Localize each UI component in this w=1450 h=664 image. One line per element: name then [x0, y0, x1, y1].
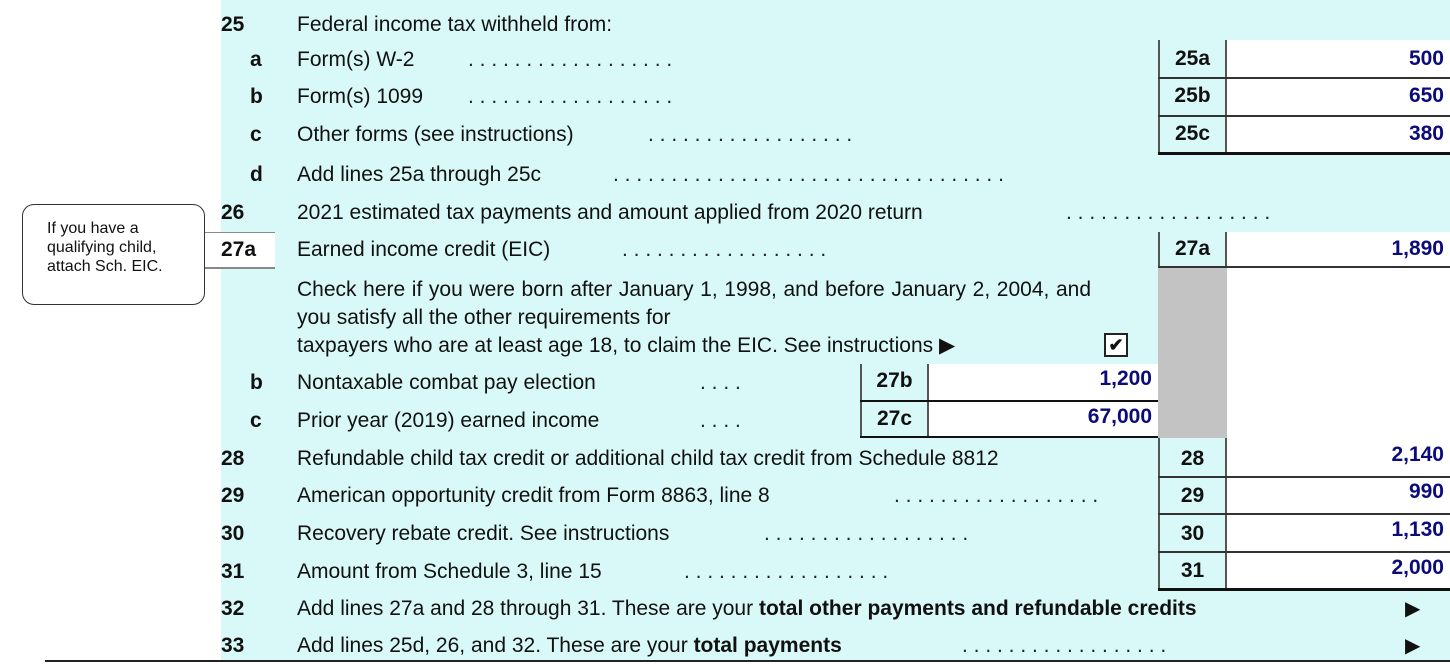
line-label: [297, 634, 842, 658]
line-number: 27a: [221, 238, 257, 261]
leader-dots: . . . . . . . . . . . . . . . . . .: [684, 560, 889, 583]
leader-dots: . . . .: [700, 409, 741, 432]
eic-age-checkbox[interactable]: ✔: [1104, 333, 1128, 357]
line-number: 29: [221, 484, 245, 507]
line-letter: c: [250, 123, 262, 146]
leader-dots: . . . . . . . . . . . . . . . . . .: [468, 85, 673, 108]
label-emphasis: total other payments and refundable credits: [758, 597, 1197, 620]
line-label: Earned income credit (EIC): [297, 238, 551, 261]
callout-line-2: qualifying child,: [47, 239, 157, 256]
line-label: Prior year (2019) earned income: [297, 409, 600, 432]
leader-dots: . . . . . . . . . . . . . . . . . .: [648, 123, 853, 146]
leader-dots: . . . . . . . . . . . . . . . . . .: [622, 238, 827, 261]
line-number: 28: [221, 447, 245, 470]
line-27b: [0, 371, 1450, 409]
line-label: Recovery rebate credit. See instructions: [297, 522, 670, 545]
arrow-right-icon: ▶: [1405, 635, 1421, 657]
paragraph-last-line: taxpayers who are at least age 18, to claim the EIC. See instructions ▶: [297, 334, 956, 357]
callout-line-3: attach Sch. EIC.: [47, 258, 163, 275]
line-label: Nontaxable combat pay election: [297, 371, 596, 394]
line-letter: b: [250, 85, 263, 108]
value-27a[interactable]: 1,890: [1227, 232, 1450, 266]
line-label: Refundable child tax credit or additional child tax credit from Schedule 8812: [297, 447, 999, 470]
value-27c[interactable]: 67,000: [1087, 405, 1152, 428]
line-label: 2021 estimated tax payments and amount applied from 2020 return: [297, 201, 923, 224]
label-emphasis: total payments: [693, 634, 842, 657]
code-30: 30: [1180, 522, 1205, 545]
callout-line-1: If you have a: [47, 220, 139, 237]
line-number: 25: [221, 13, 245, 36]
value-27b[interactable]: 1,200: [1099, 367, 1152, 390]
value-25b[interactable]: 650: [1408, 84, 1444, 107]
bottom-rule: [45, 660, 1450, 662]
leader-dots: . . . . . . . . . . . . . . . . . .: [1066, 201, 1271, 224]
line-label: [297, 597, 1197, 621]
line-label: Form(s) 1099: [297, 85, 424, 108]
arrow-right-icon: ▶: [1405, 598, 1421, 620]
line-number: 26: [221, 201, 245, 224]
value-25c[interactable]: 380: [1408, 122, 1444, 145]
code-27c: 27c: [876, 407, 913, 430]
leader-dots: . . . . . . . . . . . . . . . . . .: [764, 522, 969, 545]
line-label: American opportunity credit from Form 8863, line 8: [297, 484, 770, 507]
line-letter: b: [250, 371, 263, 394]
leader-dots: . . . . . . . . . . . . . . . . . .: [468, 48, 673, 71]
line-number: 32: [221, 597, 245, 620]
value-30[interactable]: 1,130: [1391, 518, 1444, 541]
line-number: 31: [221, 560, 245, 583]
leader-dots: . . . . . . . . . . . . . . . . . .: [894, 484, 1099, 507]
line-label: Add lines 25a through 25c: [297, 163, 542, 186]
code-28: 28: [1180, 447, 1205, 470]
line-label: Form(s) W-2: [297, 48, 415, 71]
code-31: 31: [1180, 559, 1205, 582]
label-text: Add lines 25d, 26, and 32. These are your: [297, 634, 694, 657]
code-25b: 25b: [1174, 84, 1211, 107]
line-number: 33: [221, 634, 245, 657]
line-letter: d: [250, 163, 263, 186]
line-number: 30: [221, 522, 245, 545]
line-label: Other forms (see instructions): [297, 123, 574, 146]
code-27a: 27a: [1158, 232, 1227, 268]
leader-dots: . . . .: [700, 371, 741, 394]
code-25c: 25c: [1174, 122, 1211, 145]
code-29: 29: [1180, 484, 1205, 507]
value-25a[interactable]: 500: [1408, 47, 1444, 70]
code-25a: 25a: [1174, 47, 1211, 70]
value-31[interactable]: 2,000: [1391, 556, 1444, 579]
line-label: Federal income tax withheld from:: [297, 13, 613, 36]
line-label: Amount from Schedule 3, line 15: [297, 560, 602, 583]
line-letter: a: [250, 48, 262, 71]
label-text: Add lines 27a and 28 through 31. These are your: [297, 597, 759, 620]
value-29[interactable]: 990: [1408, 480, 1444, 503]
leader-dots: . . . . . . . . . . . . . . . . . . . . . . . . . . . . . . . . . .: [613, 163, 1004, 186]
paragraph-text: Check here if you were born after January 1, 1998, and before January 2, 2004, and you satisfy all the other requirements for: [297, 278, 1091, 329]
line-letter: c: [250, 409, 262, 432]
line-25d: [0, 163, 1450, 201]
eic-age-paragraph: [297, 276, 1091, 360]
value-28[interactable]: 2,140: [1391, 443, 1444, 466]
leader-dots: . . . . . . . . . . . . . . . . . .: [962, 634, 1167, 657]
code-27b: 27b: [876, 369, 913, 392]
line-32: [0, 597, 1450, 635]
